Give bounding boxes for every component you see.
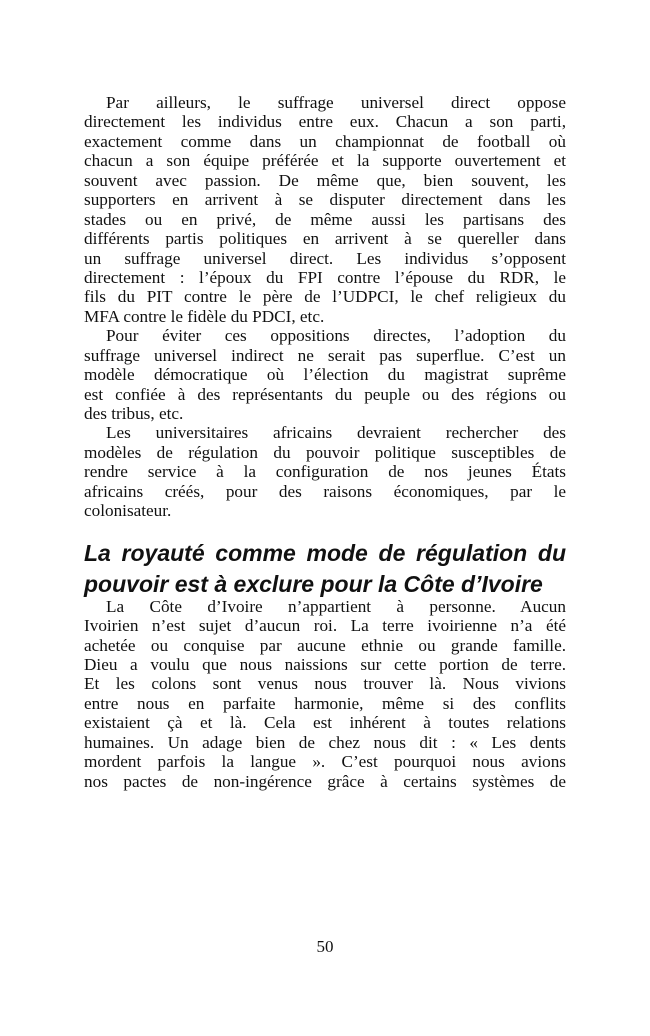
- text-line: Dieu a voulu que nous naissions sur cette portion de terre.: [84, 654, 566, 674]
- text-line: entre nous en parfaite harmonie, même si des conflits: [84, 693, 566, 713]
- text-line: modèles de régulation du pouvoir politique susceptibles de: [84, 442, 566, 462]
- paragraph: [84, 326, 566, 423]
- text-line: MFA contre le fidèle du PDCI, etc.: [84, 306, 325, 326]
- text-line: achetée ou conquise par aucune ethnie ou grande famille.: [84, 635, 566, 655]
- text-line: africains créés, pour des raisons économiques, par le: [84, 481, 566, 501]
- text-line: rendre service à la configuration de nos jeunes États: [84, 462, 566, 482]
- paragraph: [84, 597, 566, 791]
- text-line: La Côte d’Ivoire n’appartient à personne. Aucun: [106, 596, 566, 616]
- page-body: [84, 93, 566, 791]
- text-line: Ivoirien n’est sujet d’aucun roi. La terre ivoirienne n’a été: [84, 616, 566, 636]
- text-line: exactement comme dans un championnat de football où: [84, 131, 566, 151]
- text-line: mordent parfois la langue ». C’est pourquoi nous avions: [84, 752, 566, 772]
- text-line: stades ou en privé, de même aussi les partisans des: [84, 209, 566, 229]
- heading-line: pouvoir est à exclure pour la Côte d’Ivoire: [84, 570, 543, 597]
- text-line: directement les individus entre eux. Chacun a son parti,: [84, 112, 566, 132]
- text-line: humaines. Un adage bien de chez nous dit : « Les dents: [84, 732, 566, 752]
- text-line: supporters en arrivent à se disputer directement dans les: [84, 190, 566, 210]
- paragraph: [84, 423, 566, 520]
- section-heading: [84, 538, 566, 600]
- text-line: des tribus, etc.: [84, 404, 184, 423]
- page-number: 50: [316, 937, 334, 956]
- text-line: directement : l’époux du FPI contre l’épouse du RDR, le: [84, 267, 566, 287]
- text-after-heading: [84, 597, 566, 791]
- text-before-heading: [84, 93, 566, 521]
- text-line: nos pactes de non-ingérence grâce à certains systèmes de: [84, 771, 566, 791]
- text-line: suffrage universel indirect ne serait pas superflue. C’est un: [84, 345, 566, 365]
- text-line: un suffrage universel direct. Les individus s’opposent: [84, 248, 566, 268]
- text-line: est confiée à des représentants du peuple ou des régions ou: [84, 384, 566, 404]
- text-line: existaient çà et là. Cela est inhérent à toutes relations: [84, 713, 566, 733]
- text-line: modèle démocratique où l’élection du magistrat suprême: [84, 365, 566, 385]
- text-line: Pour éviter ces oppositions directes, l’adoption du: [106, 326, 566, 346]
- text-line: Les universitaires africains devraient rechercher des: [106, 423, 566, 443]
- text-line: différents partis politiques en arrivent à se quereller dans: [84, 229, 566, 249]
- text-line: Par ailleurs, le suffrage universel direct oppose: [106, 93, 566, 112]
- text-line: Et les colons sont venus nous trouver là. Nous vivions: [84, 674, 566, 694]
- text-line: chacun a son équipe préférée et la supporte ouvertement et: [84, 151, 566, 171]
- text-line: colonisateur.: [84, 501, 172, 521]
- text-line: fils du PIT contre le père de l’UDPCI, le chef religieux du: [84, 287, 566, 307]
- text-line: souvent avec passion. De même que, bien souvent, les: [84, 170, 566, 190]
- heading-line: La royauté comme mode de régulation du: [84, 539, 566, 566]
- paragraph: [84, 93, 566, 326]
